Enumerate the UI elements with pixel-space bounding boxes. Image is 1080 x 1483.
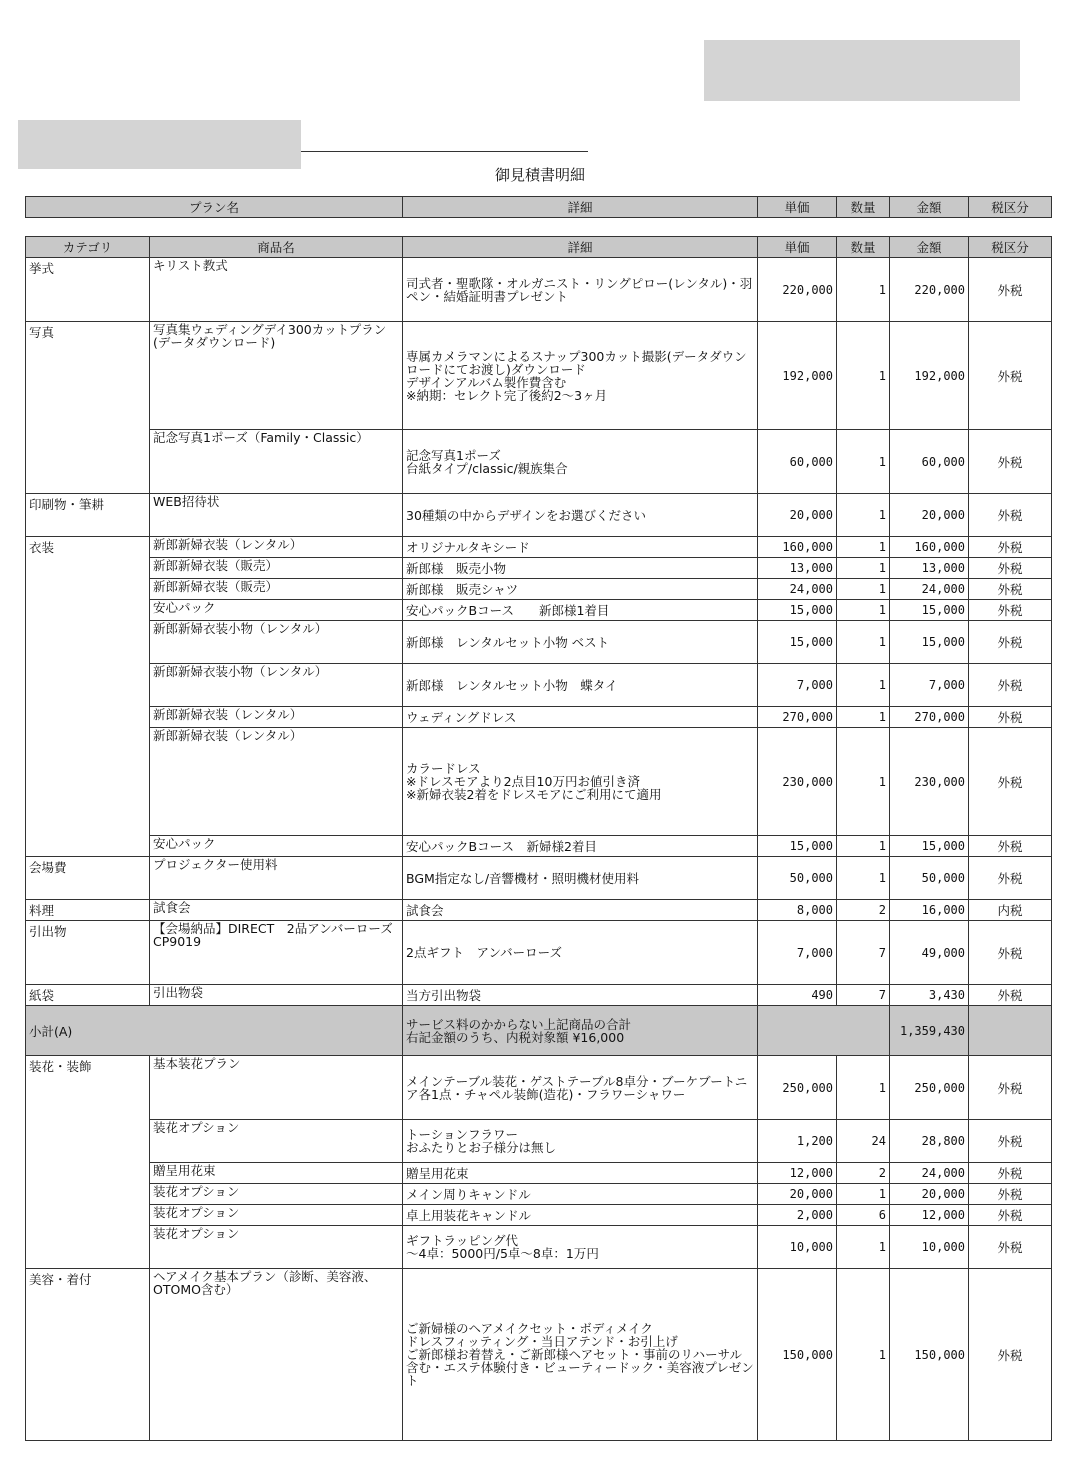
- table-row: [26, 1269, 1052, 1441]
- name-underline: [301, 151, 588, 152]
- page-title: 御見積書明細: [494, 166, 585, 184]
- quantity-cell: 1: [837, 836, 890, 857]
- product-name-cell: プロジェクター使用料: [150, 857, 403, 900]
- table-row: [26, 664, 1052, 707]
- category-cell: [26, 728, 150, 836]
- category-cell: [26, 579, 150, 600]
- table-row: [26, 985, 1052, 1006]
- table-row: [26, 1056, 1052, 1120]
- amount-cell: 192,000: [890, 322, 969, 430]
- quantity-cell: 7: [837, 921, 890, 985]
- category-cell: 引出物: [26, 921, 150, 985]
- amount-cell: 160,000: [890, 537, 969, 558]
- table-row: [26, 494, 1052, 537]
- product-name-cell: 写真集ウェディングデイ300カットプラン(データダウンロード): [150, 322, 403, 430]
- amount-cell: 28,800: [890, 1120, 969, 1163]
- unit-price-cell: 192,000: [758, 322, 837, 430]
- product-name-cell: 基本装花プラン: [150, 1056, 403, 1120]
- unit-price-cell: 50,000: [758, 857, 837, 900]
- quantity-cell: 7: [837, 985, 890, 1006]
- amount-cell: 10,000: [890, 1226, 969, 1269]
- unit-price-cell: 10,000: [758, 1226, 837, 1269]
- table-row: [26, 707, 1052, 728]
- quantity-cell: 1: [837, 537, 890, 558]
- header-amount: 金額: [890, 237, 969, 258]
- product-name-cell: 新郎新婦衣装（レンタル）: [150, 728, 403, 836]
- header-amount: 金額: [890, 197, 969, 218]
- quantity-cell: 24: [837, 1120, 890, 1163]
- product-name-cell: WEB招待状: [150, 494, 403, 537]
- table-row: [26, 900, 1052, 921]
- items-table: [25, 236, 1052, 1441]
- items-header-row: [26, 237, 1052, 258]
- quantity-cell: 2: [837, 900, 890, 921]
- detail-cell: ウェディングドレス: [403, 707, 758, 728]
- tax-cell: 外税: [969, 1163, 1052, 1184]
- table-row: [26, 600, 1052, 621]
- unit-price-cell: 8,000: [758, 900, 837, 921]
- amount-cell: 250,000: [890, 1056, 969, 1120]
- tax-cell: 外税: [969, 707, 1052, 728]
- table-row: [26, 1205, 1052, 1226]
- detail-cell: オリジナルタキシード: [403, 537, 758, 558]
- category-cell: [26, 1184, 150, 1205]
- table-row: [26, 1226, 1052, 1269]
- table-row: [26, 857, 1052, 900]
- quantity-cell: 1: [837, 621, 890, 664]
- header-category: カテゴリ: [26, 237, 150, 258]
- product-name-cell: 装花オプション: [150, 1184, 403, 1205]
- detail-cell: 記念写真1ポーズ 台紙タイプ/classic/親族集合: [403, 430, 758, 494]
- detail-cell: 司式者・聖歌隊・オルガニスト・リングピロー(レンタル)・羽ペン・結婚証明書プレゼント: [403, 258, 758, 322]
- subtotal-label: 小計(A): [26, 1006, 403, 1056]
- quantity-cell: 1: [837, 494, 890, 537]
- detail-cell: 新郎様 販売シャツ: [403, 579, 758, 600]
- tax-cell: 外税: [969, 258, 1052, 322]
- header-unit-price: 単価: [758, 237, 837, 258]
- detail-cell: メイン周りキャンドル: [403, 1184, 758, 1205]
- tax-cell: 外税: [969, 600, 1052, 621]
- tax-cell: 外税: [969, 1269, 1052, 1441]
- subtotal-tax-empty: [969, 1006, 1052, 1056]
- unit-price-cell: 150,000: [758, 1269, 837, 1441]
- header-detail: 詳細: [403, 237, 758, 258]
- header-tax: 税区分: [969, 197, 1052, 218]
- amount-cell: 270,000: [890, 707, 969, 728]
- header-unit-price: 単価: [758, 197, 837, 218]
- subtotal-amount: 1,359,430: [890, 1006, 969, 1056]
- header-detail: 詳細: [403, 197, 758, 218]
- tax-cell: 外税: [969, 1184, 1052, 1205]
- table-row: [26, 322, 1052, 430]
- amount-cell: 220,000: [890, 258, 969, 322]
- detail-cell: 新郎様 販売小物: [403, 558, 758, 579]
- amount-cell: 7,000: [890, 664, 969, 707]
- amount-cell: 230,000: [890, 728, 969, 836]
- quantity-cell: 2: [837, 1163, 890, 1184]
- product-name-cell: 安心パック: [150, 600, 403, 621]
- product-name-cell: 装花オプション: [150, 1205, 403, 1226]
- unit-price-cell: 1,200: [758, 1120, 837, 1163]
- product-name-cell: 新郎新婦衣装（販売）: [150, 579, 403, 600]
- detail-cell: 30種類の中からデザインをお選びください: [403, 494, 758, 537]
- amount-cell: 150,000: [890, 1269, 969, 1441]
- header-product-name: 商品名: [150, 237, 403, 258]
- category-cell: [26, 1163, 150, 1184]
- unit-price-cell: 220,000: [758, 258, 837, 322]
- detail-cell: 当方引出物袋: [403, 985, 758, 1006]
- amount-cell: 15,000: [890, 600, 969, 621]
- category-cell: 写真: [26, 322, 150, 430]
- detail-cell: 安心パックBコース 新郎様1着目: [403, 600, 758, 621]
- product-name-cell: 贈呈用花束: [150, 1163, 403, 1184]
- product-name-cell: 装花オプション: [150, 1226, 403, 1269]
- tax-cell: 外税: [969, 664, 1052, 707]
- unit-price-cell: 490: [758, 985, 837, 1006]
- quantity-cell: 1: [837, 322, 890, 430]
- detail-cell: 卓上用装花キャンドル: [403, 1205, 758, 1226]
- amount-cell: 16,000: [890, 900, 969, 921]
- category-cell: 衣装: [26, 537, 150, 558]
- table-row: [26, 621, 1052, 664]
- quantity-cell: 1: [837, 579, 890, 600]
- tax-cell: 外税: [969, 728, 1052, 836]
- category-cell: 挙式: [26, 258, 150, 322]
- category-cell: [26, 558, 150, 579]
- unit-price-cell: 15,000: [758, 600, 837, 621]
- unit-price-cell: 250,000: [758, 1056, 837, 1120]
- tax-cell: 内税: [969, 900, 1052, 921]
- quantity-cell: 1: [837, 707, 890, 728]
- tax-cell: 外税: [969, 1056, 1052, 1120]
- product-name-cell: ヘアメイク基本プラン（診断、美容液、OTOMO含む）: [150, 1269, 403, 1441]
- quantity-cell: 1: [837, 1184, 890, 1205]
- tax-cell: 外税: [969, 1120, 1052, 1163]
- category-cell: [26, 836, 150, 857]
- quantity-cell: 1: [837, 1056, 890, 1120]
- unit-price-cell: 15,000: [758, 836, 837, 857]
- quantity-cell: 1: [837, 664, 890, 707]
- product-name-cell: 試食会: [150, 900, 403, 921]
- tax-cell: 外税: [969, 537, 1052, 558]
- unit-price-cell: 12,000: [758, 1163, 837, 1184]
- table-row: [26, 537, 1052, 558]
- product-name-cell: 新郎新婦衣装（レンタル）: [150, 707, 403, 728]
- category-cell: [26, 664, 150, 707]
- table-row: [26, 836, 1052, 857]
- product-name-cell: 記念写真1ポーズ（Family・Classic）: [150, 430, 403, 494]
- unit-price-cell: 20,000: [758, 494, 837, 537]
- quantity-cell: 1: [837, 857, 890, 900]
- detail-cell: ご新婦様のヘアメイクセット・ボディメイク ドレスフィッティング・当日アテンド・お引上げ ご新郎様お着替え・ご新郎様ヘアセット・事前のリハーサル含む・エステ体験付き・ビューティードック・美容液プレゼント: [403, 1269, 758, 1441]
- tax-cell: 外税: [969, 1205, 1052, 1226]
- quantity-cell: 1: [837, 430, 890, 494]
- detail-cell: 贈呈用花束: [403, 1163, 758, 1184]
- category-cell: [26, 430, 150, 494]
- redacted-block-left: [18, 120, 301, 169]
- amount-cell: 49,000: [890, 921, 969, 985]
- amount-cell: 20,000: [890, 1184, 969, 1205]
- table-row: [26, 921, 1052, 985]
- amount-cell: 15,000: [890, 621, 969, 664]
- table-row: [26, 579, 1052, 600]
- amount-cell: 24,000: [890, 579, 969, 600]
- category-cell: 装花・装飾: [26, 1056, 150, 1120]
- quantity-cell: 1: [837, 1226, 890, 1269]
- amount-cell: 13,000: [890, 558, 969, 579]
- unit-price-cell: 160,000: [758, 537, 837, 558]
- amount-cell: 12,000: [890, 1205, 969, 1226]
- product-name-cell: 新郎新婦衣装（販売）: [150, 558, 403, 579]
- header-quantity: 数量: [837, 237, 890, 258]
- tax-cell: 外税: [969, 494, 1052, 537]
- tax-cell: 外税: [969, 558, 1052, 579]
- category-cell: [26, 600, 150, 621]
- unit-price-cell: 230,000: [758, 728, 837, 836]
- quantity-cell: 6: [837, 1205, 890, 1226]
- category-cell: [26, 1226, 150, 1269]
- product-name-cell: キリスト教式: [150, 258, 403, 322]
- tax-cell: 外税: [969, 1226, 1052, 1269]
- unit-price-cell: 13,000: [758, 558, 837, 579]
- product-name-cell: 装花オプション: [150, 1120, 403, 1163]
- detail-cell: BGM指定なし/音響機材・照明機材使用料: [403, 857, 758, 900]
- category-cell: 印刷物・筆耕: [26, 494, 150, 537]
- amount-cell: 24,000: [890, 1163, 969, 1184]
- category-cell: [26, 1120, 150, 1163]
- tax-cell: 外税: [969, 621, 1052, 664]
- quantity-cell: 1: [837, 600, 890, 621]
- product-name-cell: 新郎新婦衣装小物（レンタル）: [150, 621, 403, 664]
- category-cell: [26, 1205, 150, 1226]
- header-quantity: 数量: [837, 197, 890, 218]
- header-plan-name: プラン名: [26, 197, 403, 218]
- detail-cell: 試食会: [403, 900, 758, 921]
- quantity-cell: 1: [837, 558, 890, 579]
- header-tax: 税区分: [969, 237, 1052, 258]
- category-cell: 会場費: [26, 857, 150, 900]
- table-row: [26, 728, 1052, 836]
- category-cell: 料理: [26, 900, 150, 921]
- detail-cell: ギフトラッピング代 〜4卓：5000円/5卓〜8卓：1万円: [403, 1226, 758, 1269]
- amount-cell: 20,000: [890, 494, 969, 537]
- subtotal-detail: サービス料のかからない上記商品の合計 右記金額のうち、内税対象額 ¥16,000: [403, 1006, 758, 1056]
- amount-cell: 60,000: [890, 430, 969, 494]
- detail-cell: カラードレス ※ドレスモアより2点目10万円お値引き済 ※新婦衣装2着をドレスモアにご利用にて適用: [403, 728, 758, 836]
- table-row: [26, 430, 1052, 494]
- product-name-cell: 引出物袋: [150, 985, 403, 1006]
- category-cell: 美容・着付: [26, 1269, 150, 1441]
- quantity-cell: 1: [837, 1269, 890, 1441]
- detail-cell: メインテーブル装花・ゲストテーブル8卓分・ブーケブートニア各1点・チャペル装飾(造花)・フラワーシャワー: [403, 1056, 758, 1120]
- detail-cell: 安心パックBコース 新婦様2着目: [403, 836, 758, 857]
- amount-cell: 15,000: [890, 836, 969, 857]
- quantity-cell: 1: [837, 728, 890, 836]
- product-name-cell: 新郎新婦衣装小物（レンタル）: [150, 664, 403, 707]
- unit-price-cell: 60,000: [758, 430, 837, 494]
- unit-price-cell: 270,000: [758, 707, 837, 728]
- redacted-block-top-right: [704, 40, 1020, 101]
- plan-header-row: [26, 197, 1052, 218]
- unit-price-cell: 7,000: [758, 664, 837, 707]
- amount-cell: 50,000: [890, 857, 969, 900]
- table-row: [26, 558, 1052, 579]
- table-row: [26, 1184, 1052, 1205]
- unit-price-cell: 20,000: [758, 1184, 837, 1205]
- detail-cell: トーションフラワー おふたりとお子様分は無し: [403, 1120, 758, 1163]
- detail-cell: 専属カメラマンによるスナップ300カット撮影(データダウンロードにてお渡し)ダウンロード デザインアルバム製作費含む ※納期：セレクト完了後約2〜3ヶ月: [403, 322, 758, 430]
- tax-cell: 外税: [969, 985, 1052, 1006]
- tax-cell: 外税: [969, 836, 1052, 857]
- table-row: [26, 258, 1052, 322]
- table-row: [26, 1120, 1052, 1163]
- unit-price-cell: 7,000: [758, 921, 837, 985]
- tax-cell: 外税: [969, 921, 1052, 985]
- unit-price-cell: 15,000: [758, 621, 837, 664]
- tax-cell: 外税: [969, 322, 1052, 430]
- quantity-cell: 1: [837, 258, 890, 322]
- amount-cell: 3,430: [890, 985, 969, 1006]
- category-cell: [26, 621, 150, 664]
- product-name-cell: 【会場納品】DIRECT 2品アンバーローズCP9019: [150, 921, 403, 985]
- unit-price-cell: 24,000: [758, 579, 837, 600]
- plan-header-table: [25, 196, 1052, 218]
- product-name-cell: 新郎新婦衣装（レンタル）: [150, 537, 403, 558]
- category-cell: [26, 707, 150, 728]
- detail-cell: 新郎様 レンタルセット小物 ベスト: [403, 621, 758, 664]
- tax-cell: 外税: [969, 857, 1052, 900]
- detail-cell: 新郎様 レンタルセット小物 蝶タイ: [403, 664, 758, 707]
- subtotal-row: [26, 1006, 1052, 1056]
- tax-cell: 外税: [969, 579, 1052, 600]
- product-name-cell: 安心パック: [150, 836, 403, 857]
- subtotal-empty: [758, 1006, 890, 1056]
- table-row: [26, 1163, 1052, 1184]
- unit-price-cell: 2,000: [758, 1205, 837, 1226]
- detail-cell: 2点ギフト アンバーローズ: [403, 921, 758, 985]
- tax-cell: 外税: [969, 430, 1052, 494]
- category-cell: 紙袋: [26, 985, 150, 1006]
